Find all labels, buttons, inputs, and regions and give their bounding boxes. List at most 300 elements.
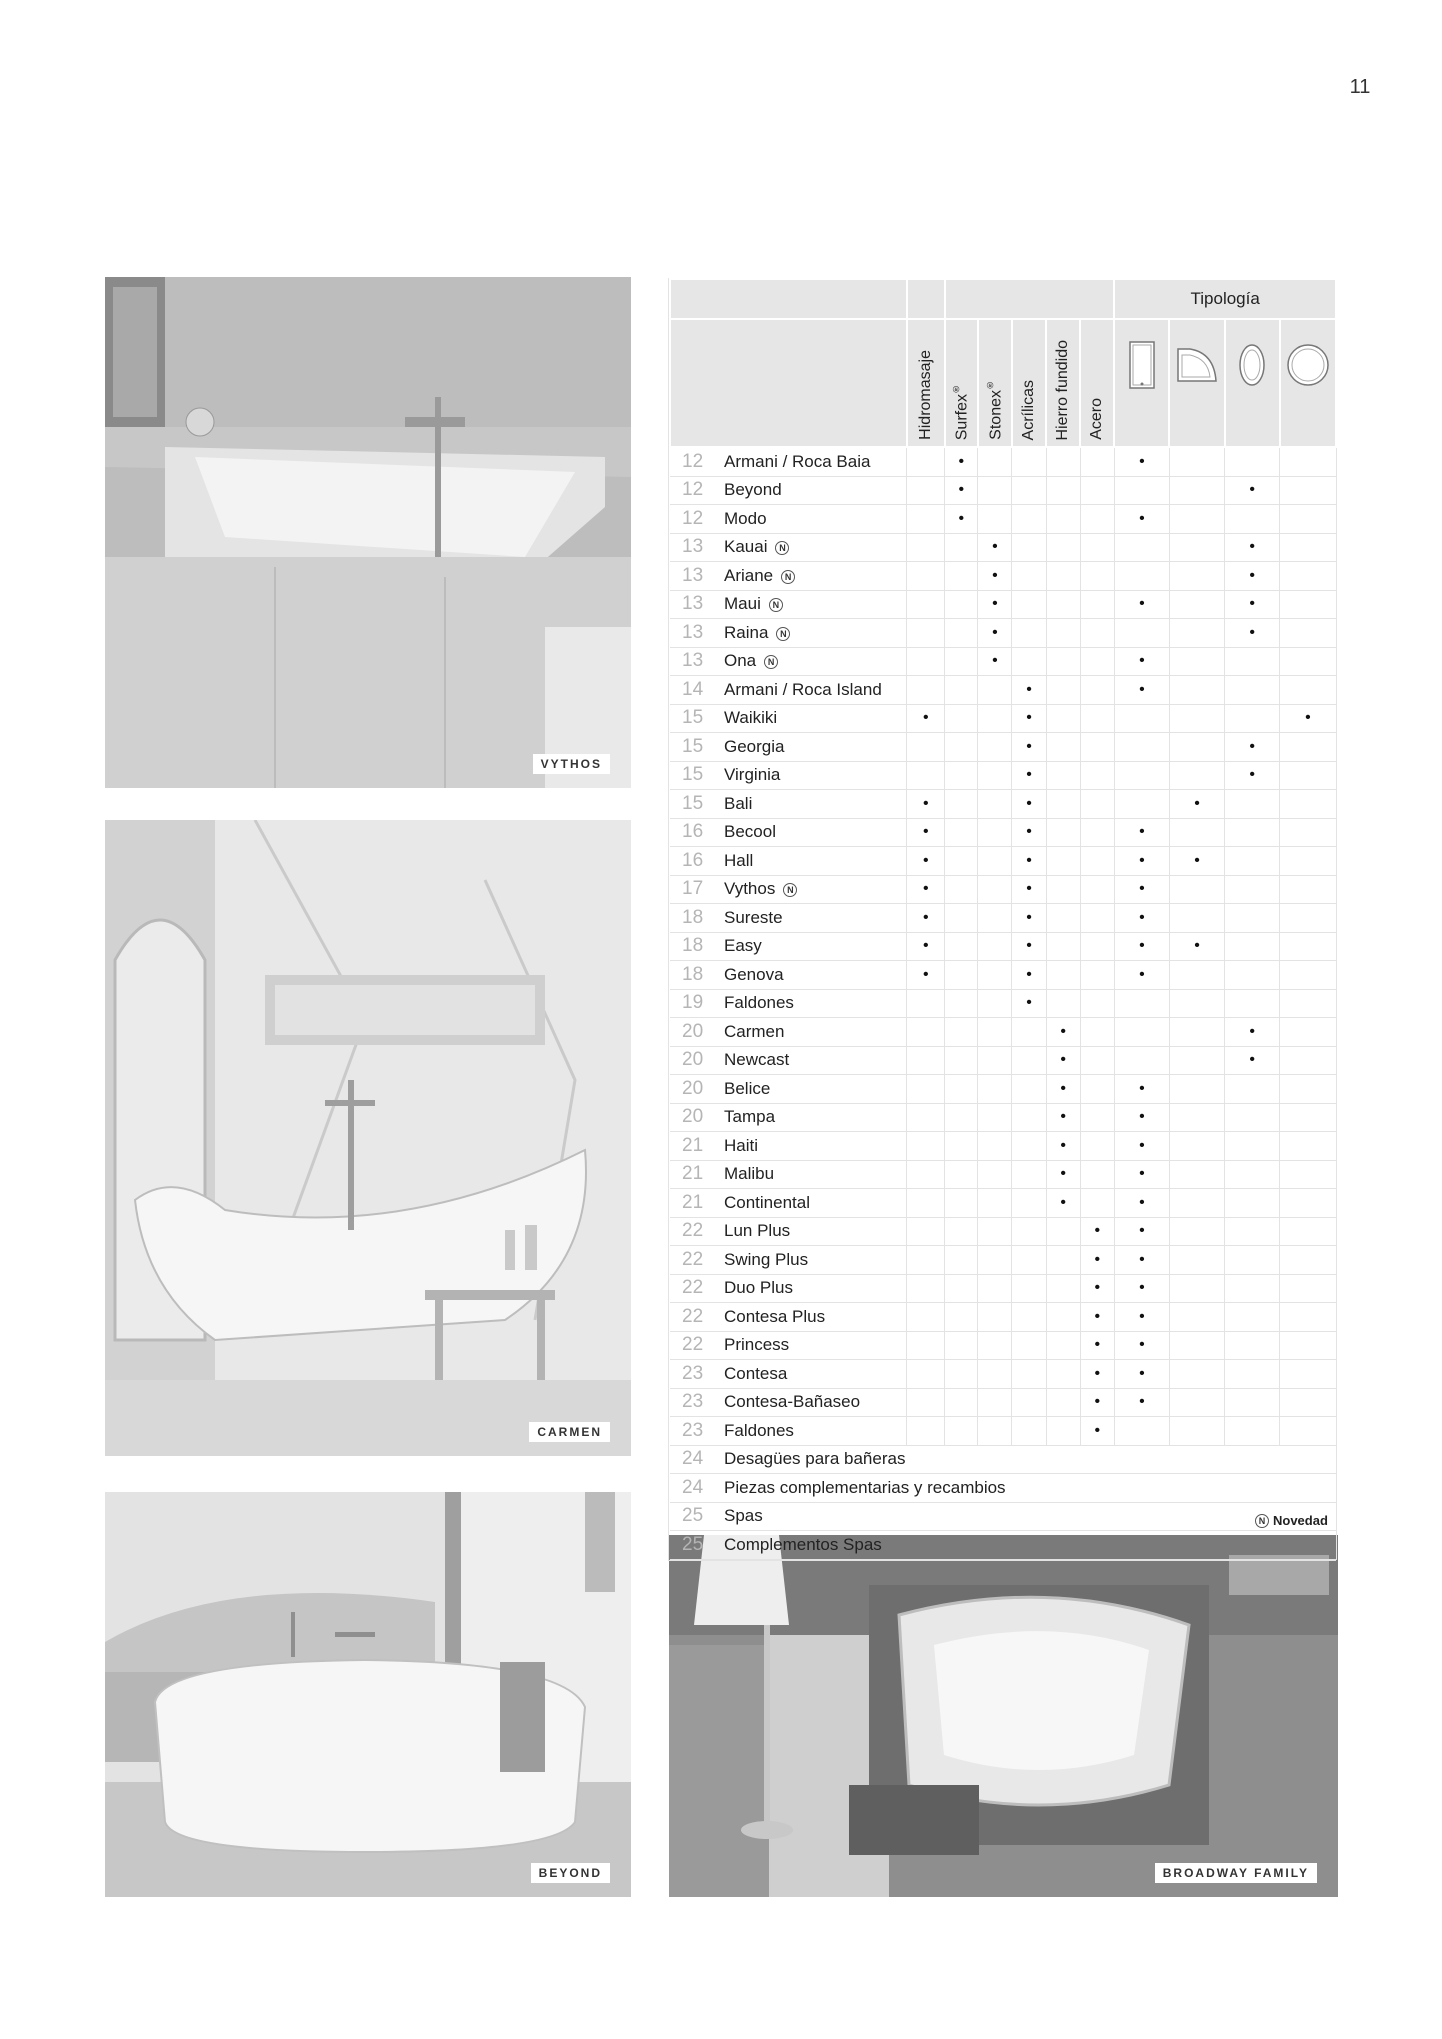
row-mark-cell — [1169, 1217, 1224, 1246]
row-product-name: Ariane — [724, 565, 774, 585]
row-mark-cell — [1169, 790, 1224, 819]
bullet-mark: • — [1139, 1250, 1145, 1268]
bullet-mark: • — [1139, 509, 1145, 527]
row-mark-cell — [1169, 447, 1224, 476]
bullet-mark: • — [1194, 937, 1200, 955]
row-mark-cell — [1046, 733, 1080, 762]
table-row — [670, 1445, 1336, 1474]
row-mark-cell — [1169, 1075, 1224, 1104]
round-icon — [1286, 343, 1330, 387]
row-product — [670, 847, 907, 876]
row-mark-cell — [1114, 676, 1169, 705]
bullet-mark: • — [1139, 680, 1145, 698]
row-mark-cell — [1280, 904, 1336, 933]
row-page-number: 23 — [682, 1391, 704, 1413]
row-mark-cell — [907, 476, 945, 505]
table-row — [670, 1217, 1336, 1246]
row-mark-cell — [978, 818, 1012, 847]
table-row — [670, 989, 1336, 1018]
row-mark-cell — [907, 1018, 945, 1047]
row-mark-cell — [907, 1360, 945, 1389]
row-mark-cell — [1114, 533, 1169, 562]
row-mark-cell — [945, 1360, 978, 1389]
table-row — [670, 619, 1336, 648]
row-mark-cell — [1046, 505, 1080, 534]
row-page-number: 13 — [682, 536, 704, 558]
row-mark-cell — [945, 590, 978, 619]
header-blank — [670, 319, 907, 447]
row-mark-cell — [1114, 875, 1169, 904]
row-mark-cell — [1280, 619, 1336, 648]
row-mark-cell — [1114, 1075, 1169, 1104]
bullet-mark: • — [958, 452, 965, 470]
row-mark-cell — [978, 562, 1012, 591]
row-mark-cell — [945, 505, 978, 534]
row-mark-cell — [945, 533, 978, 562]
row-mark-cell — [1012, 875, 1046, 904]
row-mark-cell — [978, 1046, 1012, 1075]
row-mark-cell — [1225, 447, 1280, 476]
row-mark-cell — [1225, 533, 1280, 562]
row-mark-cell — [1114, 1217, 1169, 1246]
row-mark-cell — [1280, 847, 1336, 876]
row-mark-cell — [1012, 476, 1046, 505]
row-mark-cell — [945, 1217, 978, 1246]
row-product-name: Princess — [724, 1335, 790, 1355]
row-mark-cell — [1080, 1246, 1114, 1275]
row-mark-cell — [907, 562, 945, 591]
row-mark-cell — [945, 647, 978, 676]
row-mark-cell — [1169, 619, 1224, 648]
bullet-mark: • — [1139, 1279, 1145, 1297]
row-product — [670, 533, 907, 562]
row-page-number: 21 — [682, 1163, 704, 1185]
row-mark-cell — [1280, 1103, 1336, 1132]
row-product — [670, 447, 907, 476]
table-row — [670, 447, 1336, 476]
row-mark-cell — [1225, 1246, 1280, 1275]
row-mark-cell — [1012, 647, 1046, 676]
row-mark-cell — [1114, 904, 1169, 933]
row-mark-cell — [978, 1360, 1012, 1389]
row-mark-cell — [1012, 1103, 1046, 1132]
row-mark-cell — [1280, 1189, 1336, 1218]
row-mark-cell — [978, 1417, 1012, 1446]
row-mark-cell — [1046, 1217, 1080, 1246]
row-mark-cell — [1012, 904, 1046, 933]
row-mark-cell — [907, 1388, 945, 1417]
row-mark-cell — [1169, 904, 1224, 933]
row-product — [670, 790, 907, 819]
table-row — [670, 761, 1336, 790]
row-product — [670, 676, 907, 705]
row-mark-cell — [1012, 761, 1046, 790]
row-product-name: Raina — [724, 622, 769, 642]
bullet-mark: • — [1139, 1336, 1145, 1354]
row-mark-cell — [1012, 733, 1046, 762]
row-mark-cell — [1280, 447, 1336, 476]
row-mark-cell — [1046, 1189, 1080, 1218]
row-mark-cell — [978, 676, 1012, 705]
row-mark-cell — [1046, 1274, 1080, 1303]
row-mark-cell — [1080, 733, 1114, 762]
row-mark-cell — [907, 505, 945, 534]
row-product-name: Contesa-Bañaseo — [724, 1392, 861, 1412]
row-product — [670, 590, 907, 619]
row-mark-cell — [1080, 932, 1114, 961]
row-mark-cell — [945, 733, 978, 762]
col-hidromasaje: Hidromasaje — [907, 319, 945, 447]
table-row — [670, 505, 1336, 534]
row-mark-cell — [1046, 932, 1080, 961]
bullet-mark: • — [1026, 737, 1032, 755]
row-mark-cell — [1046, 1388, 1080, 1417]
row-mark-cell — [1280, 1018, 1336, 1047]
row-mark-cell — [1169, 847, 1224, 876]
bullet-mark: • — [922, 965, 929, 983]
row-mark-cell — [978, 1075, 1012, 1104]
row-mark-cell — [1225, 790, 1280, 819]
row-mark-cell — [1225, 1160, 1280, 1189]
table-row — [670, 647, 1336, 676]
row-product — [670, 1474, 1336, 1503]
row-mark-cell — [1114, 818, 1169, 847]
row-mark-cell — [1169, 1274, 1224, 1303]
row-mark-cell — [1114, 733, 1169, 762]
row-product — [670, 1388, 907, 1417]
row-mark-cell — [1225, 733, 1280, 762]
col-stonex: Stonex® — [978, 319, 1012, 447]
row-product — [670, 989, 907, 1018]
row-mark-cell — [1169, 761, 1224, 790]
row-product — [670, 1075, 907, 1104]
row-mark-cell — [1280, 1160, 1336, 1189]
row-mark-cell — [1012, 818, 1046, 847]
row-mark-cell — [1225, 1075, 1280, 1104]
table-row — [670, 1189, 1336, 1218]
row-mark-cell — [907, 619, 945, 648]
row-mark-cell — [1046, 619, 1080, 648]
row-mark-cell — [1280, 733, 1336, 762]
bullet-mark: • — [1139, 652, 1145, 670]
row-product-name: Faldones — [724, 993, 794, 1013]
row-mark-cell — [1012, 1331, 1046, 1360]
table-row — [670, 733, 1336, 762]
row-mark-cell — [1280, 533, 1336, 562]
row-page-number: 15 — [682, 735, 704, 757]
photo-vythos-bathtub — [105, 277, 631, 788]
row-mark-cell — [1080, 1274, 1114, 1303]
row-mark-cell — [1080, 761, 1114, 790]
row-mark-cell — [1114, 847, 1169, 876]
row-mark-cell — [1012, 1246, 1046, 1275]
row-mark-cell — [1080, 790, 1114, 819]
row-product-name: Haiti — [724, 1135, 759, 1155]
row-mark-cell — [907, 875, 945, 904]
new-badge-icon: N — [783, 883, 797, 897]
row-mark-cell — [1080, 1303, 1114, 1332]
row-mark-cell — [945, 676, 978, 705]
row-product-name: Genova — [724, 964, 784, 984]
row-product-name: Contesa Plus — [724, 1306, 826, 1326]
bullet-mark: • — [1026, 680, 1032, 698]
row-page-number: 13 — [682, 650, 704, 672]
row-page-number: 20 — [682, 1077, 704, 1099]
table-row — [670, 676, 1336, 705]
row-product-name: Modo — [724, 508, 767, 528]
col-oval — [1225, 319, 1280, 447]
bullet-mark: • — [1026, 937, 1032, 955]
row-mark-cell — [1280, 1331, 1336, 1360]
row-mark-cell — [1046, 447, 1080, 476]
row-mark-cell — [945, 1274, 978, 1303]
bullet-mark: • — [1139, 1364, 1145, 1382]
row-product-name: Bali — [724, 793, 753, 813]
table-row — [670, 1274, 1336, 1303]
row-page-number: 25 — [682, 1505, 704, 1527]
row-mark-cell — [1225, 1303, 1280, 1332]
row-mark-cell — [1280, 1046, 1336, 1075]
rectangular-icon — [1128, 340, 1156, 390]
bullet-mark: • — [1305, 709, 1311, 727]
bullet-mark: • — [1249, 481, 1255, 499]
photo-carmen-bathtub — [105, 820, 631, 1456]
row-mark-cell — [1046, 1303, 1080, 1332]
legend-novedad: N Novedad — [1255, 1513, 1328, 1528]
table-row — [670, 1474, 1336, 1503]
row-mark-cell — [1225, 676, 1280, 705]
row-mark-cell — [1012, 790, 1046, 819]
table-row — [670, 1075, 1336, 1104]
bullet-mark: • — [1139, 1222, 1145, 1240]
row-mark-cell — [945, 1388, 978, 1417]
row-mark-cell — [1280, 932, 1336, 961]
row-mark-cell — [1225, 1132, 1280, 1161]
row-product-name: Continental — [724, 1192, 811, 1212]
row-mark-cell — [1012, 1217, 1046, 1246]
row-mark-cell — [978, 619, 1012, 648]
row-mark-cell — [907, 1246, 945, 1275]
row-page-number: 13 — [682, 564, 704, 586]
row-mark-cell — [978, 1217, 1012, 1246]
row-mark-cell — [907, 1274, 945, 1303]
product-table — [668, 278, 1336, 1561]
table-row — [670, 1531, 1336, 1560]
row-mark-cell — [1225, 847, 1280, 876]
row-mark-cell — [1169, 1246, 1224, 1275]
row-mark-cell — [978, 1160, 1012, 1189]
photo-broadway-family-spa — [669, 1535, 1338, 1897]
row-mark-cell — [945, 1103, 978, 1132]
row-product-name: Piezas complementarias y recambios — [724, 1477, 1006, 1497]
table-row — [670, 1303, 1336, 1332]
row-mark-cell — [1046, 1018, 1080, 1047]
row-product — [670, 961, 907, 990]
row-mark-cell — [945, 476, 978, 505]
row-mark-cell — [1280, 1303, 1336, 1332]
row-mark-cell — [1114, 1046, 1169, 1075]
header-tipologia: Tipología — [1114, 279, 1336, 319]
row-mark-cell — [1012, 1075, 1046, 1104]
bullet-mark: • — [1026, 794, 1032, 812]
bullet-mark: • — [1094, 1393, 1101, 1411]
row-mark-cell — [1080, 505, 1114, 534]
bullet-mark: • — [1194, 851, 1200, 869]
row-product-name: Spas — [724, 1506, 763, 1526]
bullet-mark: • — [1094, 1222, 1101, 1240]
bullet-mark: • — [1249, 1051, 1255, 1069]
row-page-number: 22 — [682, 1277, 704, 1299]
table-row — [670, 1132, 1336, 1161]
row-mark-cell — [1080, 818, 1114, 847]
row-mark-cell — [1080, 1075, 1114, 1104]
row-mark-cell — [978, 847, 1012, 876]
row-mark-cell — [1225, 904, 1280, 933]
row-mark-cell — [1225, 818, 1280, 847]
bullet-mark: • — [1094, 1421, 1101, 1439]
table-row — [670, 562, 1336, 591]
table-row — [670, 476, 1336, 505]
row-mark-cell — [1012, 533, 1046, 562]
row-mark-cell — [945, 1018, 978, 1047]
row-mark-cell — [1169, 590, 1224, 619]
row-page-number: 23 — [682, 1419, 704, 1441]
row-mark-cell — [1080, 1103, 1114, 1132]
table-row — [670, 1388, 1336, 1417]
row-mark-cell — [978, 1331, 1012, 1360]
bullet-mark: • — [1139, 1193, 1145, 1211]
page-number: 11 — [1349, 76, 1371, 98]
table-row — [670, 1417, 1336, 1446]
photo-label-vythos: VYTHOS — [533, 754, 610, 774]
row-mark-cell — [1114, 1331, 1169, 1360]
row-product — [670, 1274, 907, 1303]
row-mark-cell — [907, 1103, 945, 1132]
row-mark-cell — [978, 1018, 1012, 1047]
row-product-name: Malibu — [724, 1164, 775, 1184]
row-mark-cell — [907, 989, 945, 1018]
row-product — [670, 1360, 907, 1389]
row-mark-cell — [978, 790, 1012, 819]
bullet-mark: • — [922, 937, 929, 955]
row-mark-cell — [945, 989, 978, 1018]
row-mark-cell — [1169, 562, 1224, 591]
row-mark-cell — [1280, 1388, 1336, 1417]
bullet-mark: • — [1094, 1336, 1101, 1354]
row-product — [670, 1217, 907, 1246]
bullet-mark: • — [1249, 538, 1255, 556]
table-row — [670, 961, 1336, 990]
row-mark-cell — [1080, 847, 1114, 876]
row-mark-cell — [1114, 932, 1169, 961]
row-mark-cell — [1080, 447, 1114, 476]
bullet-mark: • — [1139, 1393, 1145, 1411]
row-mark-cell — [1080, 476, 1114, 505]
row-mark-cell — [978, 704, 1012, 733]
bullet-mark: • — [922, 794, 929, 812]
row-product — [670, 733, 907, 762]
row-mark-cell — [1280, 1217, 1336, 1246]
row-mark-cell — [1012, 590, 1046, 619]
table-row — [670, 1360, 1336, 1389]
bullet-mark: • — [922, 908, 929, 926]
row-mark-cell — [1046, 1360, 1080, 1389]
row-mark-cell — [1046, 562, 1080, 591]
col-hierro-fundido: Hierro fundido — [1046, 319, 1080, 447]
table-row — [670, 1018, 1336, 1047]
row-page-number: 23 — [682, 1362, 704, 1384]
row-mark-cell — [1169, 704, 1224, 733]
bullet-mark: • — [922, 709, 929, 727]
row-mark-cell — [945, 1417, 978, 1446]
row-mark-cell — [1280, 875, 1336, 904]
row-product — [670, 647, 907, 676]
bullet-mark: • — [1139, 851, 1145, 869]
row-page-number: 18 — [682, 963, 704, 985]
row-product — [670, 875, 907, 904]
row-mark-cell — [1280, 590, 1336, 619]
row-mark-cell — [1080, 704, 1114, 733]
photo-label-broadway-family: BROADWAY FAMILY — [1155, 1863, 1317, 1883]
row-mark-cell — [1280, 961, 1336, 990]
bullet-mark: • — [1060, 1108, 1066, 1126]
row-mark-cell — [1169, 961, 1224, 990]
row-mark-cell — [1169, 1103, 1224, 1132]
table-row — [670, 1160, 1336, 1189]
row-product — [670, 904, 907, 933]
row-mark-cell — [1046, 1103, 1080, 1132]
row-mark-cell — [1169, 647, 1224, 676]
row-mark-cell — [1046, 1075, 1080, 1104]
header-blank-top — [670, 279, 907, 319]
table-row — [670, 1331, 1336, 1360]
row-mark-cell — [978, 733, 1012, 762]
row-mark-cell — [1169, 733, 1224, 762]
row-page-number: 15 — [682, 764, 704, 786]
row-product — [670, 619, 907, 648]
row-mark-cell — [1046, 1331, 1080, 1360]
row-page-number: 16 — [682, 849, 704, 871]
row-mark-cell — [945, 761, 978, 790]
row-mark-cell — [1046, 1132, 1080, 1161]
row-product-name: Maui — [724, 594, 761, 614]
row-page-number: 14 — [682, 678, 704, 700]
row-mark-cell — [1114, 619, 1169, 648]
row-mark-cell — [1012, 1160, 1046, 1189]
row-mark-cell — [1080, 989, 1114, 1018]
row-mark-cell — [978, 1246, 1012, 1275]
bullet-mark: • — [992, 623, 998, 641]
row-product-name: Becool — [724, 822, 776, 842]
row-mark-cell — [1080, 875, 1114, 904]
row-product — [670, 761, 907, 790]
col-corner — [1169, 319, 1224, 447]
row-mark-cell — [1046, 875, 1080, 904]
table-row — [670, 875, 1336, 904]
row-mark-cell — [907, 1046, 945, 1075]
row-mark-cell — [1169, 932, 1224, 961]
row-mark-cell — [1114, 989, 1169, 1018]
row-mark-cell — [1225, 1103, 1280, 1132]
row-mark-cell — [945, 1075, 978, 1104]
row-product-name: Desagües para bañeras — [724, 1449, 906, 1469]
row-mark-cell — [1114, 1132, 1169, 1161]
row-page-number: 17 — [682, 878, 704, 900]
row-page-number: 24 — [682, 1476, 704, 1498]
row-mark-cell — [1114, 1103, 1169, 1132]
row-mark-cell — [1012, 704, 1046, 733]
row-page-number: 18 — [682, 906, 704, 928]
